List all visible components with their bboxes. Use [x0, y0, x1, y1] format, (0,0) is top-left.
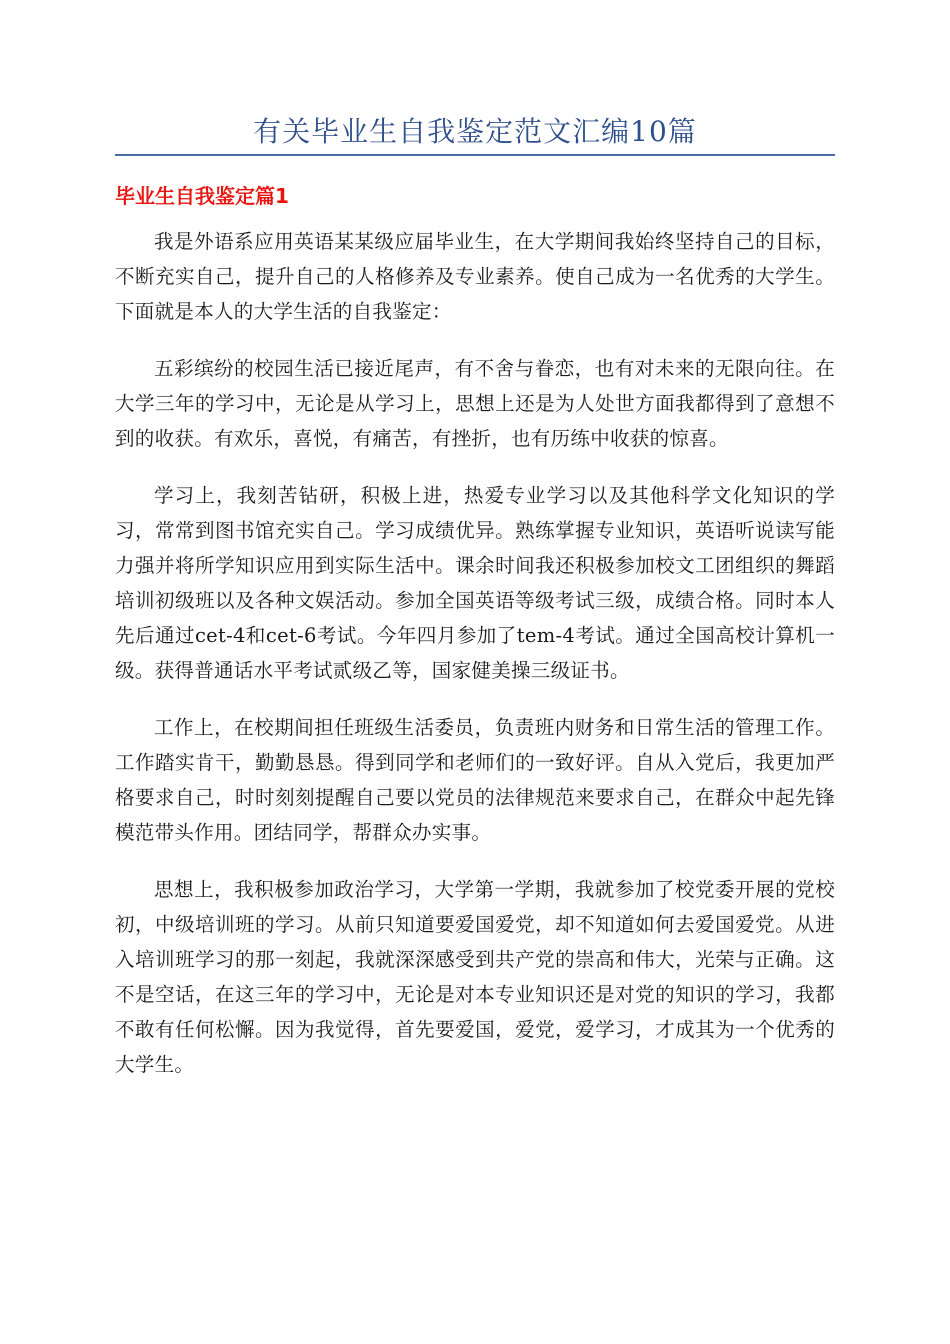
paragraph-5: 思想上，我积极参加政治学习，大学第一学期，我就参加了校党委开展的党校初，中级培训班的学习。从前只知道要爱国爱党，却不知道如何去爱国爱党。从进入培训班学习的那一刻起，我就深深感受到共产党的崇高和伟大，光荣与正确。这不是空话，在这三年的学习中，无论是对本专业知识还是对党的知识的学习，我都不敢有任何松懈。因为我觉得，首先要爱国，爱党，爱学习，才成其为一个优秀的大学生。 [115, 878, 835, 1076]
paragraph-4: 工作上，在校期间担任班级生活委员，负责班内财务和日常生活的管理工作。工作踏实肯干，勤勤恳恳。得到同学和老师们的一致好评。自从入党后，我更加严格要求自己，时时刻刻提醒自己要以党员的法律规范来要求自己，在群众中起先锋模范带头作用。团结同学，帮群众办实事。 [115, 716, 835, 844]
paragraph-3: 学习上，我刻苦钻研，积极上进，热爱专业学习以及其他科学文化知识的学习，常常到图书馆充实自己。学习成绩优异。熟练掌握专业知识，英语听说读写能力强并将所学知识应用到实际生活中。课余时间我还积极参加校文工团组织的舞蹈培训初级班以及各种文娱活动。参加全国英语等级考试三级，成绩合格。同时本人先后通过cet-4和cet-6考试。今年四月参加了tem-4考试。通过全国高校计算机一级。获得普通话水平考试贰级乙等，国家健美操三级证书。 [115, 484, 835, 682]
body-text [115, 224, 835, 1104]
paragraph-2: 五彩缤纷的校园生活已接近尾声，有不舍与眷恋，也有对未来的无限向往。在大学三年的学习中，无论是从学习上，思想上还是为人处世方面我都得到了意想不到的收获。有欢乐，喜悦，有痛苦，有挫折，也有历练中收获的惊喜。 [115, 357, 835, 450]
paragraph-1: 我是外语系应用英语某某级应届毕业生，在大学期间我始终坚持自己的目标，不断充实自己，提升自己的人格修养及专业素养。使自己成为一名优秀的大学生。下面就是本人的大学生活的自我鉴定： [115, 230, 835, 323]
title-underline [115, 154, 835, 156]
section-heading: 毕业生自我鉴定篇1 [115, 184, 289, 208]
document-title: 有关毕业生自我鉴定范文汇编10篇 [253, 115, 697, 148]
